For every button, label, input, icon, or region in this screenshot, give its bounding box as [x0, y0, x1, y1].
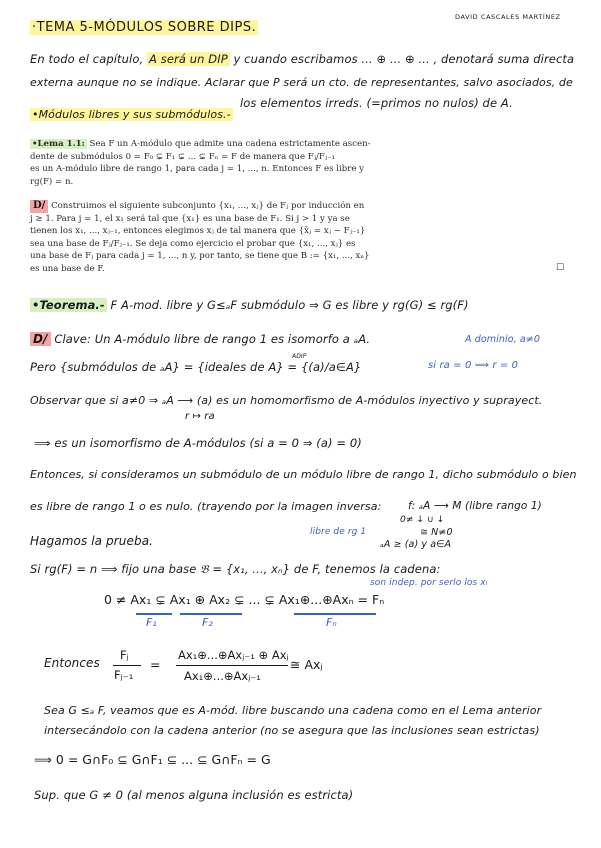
lema-proof-line-5: una base de Fⱼ para cada j = 1, ..., n y, por tanto, se tiene que B := {x₁, ..., xₙ} [30, 251, 370, 262]
lema-line-1: •Lema 1.1: Sea F un A-módulo que admite una cadena estrictamente ascen- [32, 139, 371, 149]
lema-proof-line-2: j ≥ 1. Para j = 1, el x₁ será tal que {x₁} es una base de F₁. Si j > 1 y ya se [30, 213, 350, 224]
section-heading: •Módulos libres y sus submódulos.- [32, 108, 231, 121]
pero-line: Pero {submódulos de ₐA} = {ideales de A} = {(a)/a∈A} [30, 360, 362, 374]
chain-line: 0 ≠ Ax₁ ⊊ Ax₁ ⊕ Ax₂ ⊊ ... ⊊ Ax₁⊕...⊕Axₙ = Fₙ [104, 592, 385, 607]
lema-proof-line-6: es una base de F. [30, 263, 105, 274]
teorema-label: •Teorema.- [32, 298, 105, 312]
blue-note-cancel: si ra = 0 ⟹ r = 0 [428, 360, 519, 371]
lema-block [30, 138, 371, 188]
brace-f2 [180, 613, 242, 615]
intro-line-1: En todo el capítulo, A será un DIP y cuando escribamos ... ⊕ ... ⊕ ... , denotará suma directa [30, 52, 575, 66]
blue-libre-rg1: libre de rg 1 [310, 527, 367, 537]
frac-den: Fⱼ₋₁ [114, 668, 134, 682]
entonces-line-2: es libre de rango 1 o es nulo. (trayendo por la imagen inversa: [30, 500, 382, 513]
lema-proof-block [30, 200, 370, 276]
lema-label: •Lema 1.1: [32, 139, 85, 149]
intro-line-3: los elementos irreds. (=primos no nulos) de A. [240, 96, 513, 110]
chain2-line: ⟹ 0 = G∩F₀ ⊆ G∩F₁ ⊆ ... ⊆ G∩Fₙ = G [34, 752, 271, 767]
entonces-label: Entonces [44, 656, 100, 670]
label-fn: Fₙ [326, 616, 337, 629]
iso-line: ⟹ es un isomorfismo de A-módulos (si a = 0 ⇒ (a) = 0) [34, 436, 362, 450]
frac-bar-2 [176, 665, 288, 666]
label-f1: F₁ [146, 616, 157, 629]
map-line: r ↦ ra [185, 411, 215, 422]
map-sub: 0≠ ↓ ∪ ↓ [400, 515, 445, 525]
frac-bar-1 [113, 665, 141, 666]
page-title: ·TEMA 5-MÓDULOS SOBRE DIPS. [32, 20, 257, 35]
teorema-line: •Teorema.- F A-mod. libre y G≤ₐF submódulo ⇒ G es libre y rg(G) ≤ rg(F) [32, 298, 469, 312]
lema-proof-line-1: D/ Construimos el siguiente subconjunto {x₁, ..., xⱼ} de Fⱼ por inducción en [30, 200, 370, 213]
intro-line-2: externa aunque no se indique. Aclarar que P será un cto. de representantes, salvo asociados, de [30, 76, 573, 89]
brace-fn [294, 613, 376, 615]
hagamos-line: Hagamos la prueba. [30, 534, 154, 548]
lema-line-4: rg(F) = n. [30, 176, 74, 187]
lema-line-3: es un A-módulo libre de rango 1, para cada j = 1, ..., n. Entonces F es libre y [30, 164, 365, 175]
si-rg-line: Si rg(F) = n ⟹ fijo una base 𝔅 = {x₁, ..., xₙ} de F, tenemos la cadena: [30, 562, 441, 576]
proof-tag-2: D/ [30, 332, 51, 346]
frac-num: Fⱼ [120, 648, 129, 662]
author-name: DAVID CASCALES MARTÍNEZ [455, 13, 561, 21]
lema-proof-line-4: sea una base de Fⱼ/Fⱼ₋₁. Se deja como ejercicio el probar que {x₁, ..., xⱼ} es [30, 238, 356, 249]
lema-line-2: dente de submódulos 0 = F₀ ⊊ F₁ ⊊ ... ⊊ Fₙ = F de manera que Fⱼ/Fⱼ₋₁ [30, 151, 336, 162]
eq-sign: = [150, 657, 161, 672]
brace-f1 [136, 613, 172, 615]
eq-num: Ax₁⊕...⊕Axⱼ₋₁ ⊕ Axⱼ [178, 648, 289, 662]
pero-superscript: ADIP [292, 353, 307, 360]
eq-den: Ax₁⊕...⊕Axⱼ₋₁ [184, 669, 261, 683]
map-ideal: ₐA ≥ (a) y a∈A [380, 539, 452, 550]
lema-proof-line-3: tienen los x₁, ..., xⱼ₋₁, entonces elegimos xⱼ de tal manera que {x̄ⱼ = xⱼ − Fⱼ₋₁} [30, 226, 366, 237]
entonces-line-1: Entonces, si consideramos un submódulo de un módulo libre de rango 1, dicho submódulo o bien [30, 468, 577, 481]
blue-note-domain: A dominio, a≠0 [465, 334, 540, 345]
map-bottom: ≅ N≠0 [420, 527, 453, 538]
sup-line: Sup. que G ≠ 0 (al menos alguna inclusión es estricta) [34, 788, 354, 802]
blue-indep-note: son indep. por serlo los xᵢ [370, 578, 488, 588]
sea-line-2: intersecándolo con la cadena anterior (no se asegura que las inclusiones sean estrictas) [44, 724, 540, 737]
label-f2: F₂ [202, 616, 213, 629]
clave-line: D/ Clave: Un A-módulo libre de rango 1 es isomorfo a ₐA. [30, 332, 370, 346]
map-f: f: ₐA ⟶ M (libre rango 1) [408, 500, 542, 512]
eq-tail: ≅ Axⱼ [290, 657, 323, 672]
proof-tag: D/ [30, 200, 48, 213]
observar-line: Observar que si a≠0 ⇒ ₐA ⟶ (a) es un homomorfismo de A-módulos inyectivo y suprayect. [30, 394, 543, 407]
qed-mark: □ [556, 262, 565, 272]
sea-line-1: Sea G ≤ₐ F, veamos que es A-mód. libre buscando una cadena como en el Lema anterior [44, 704, 542, 717]
